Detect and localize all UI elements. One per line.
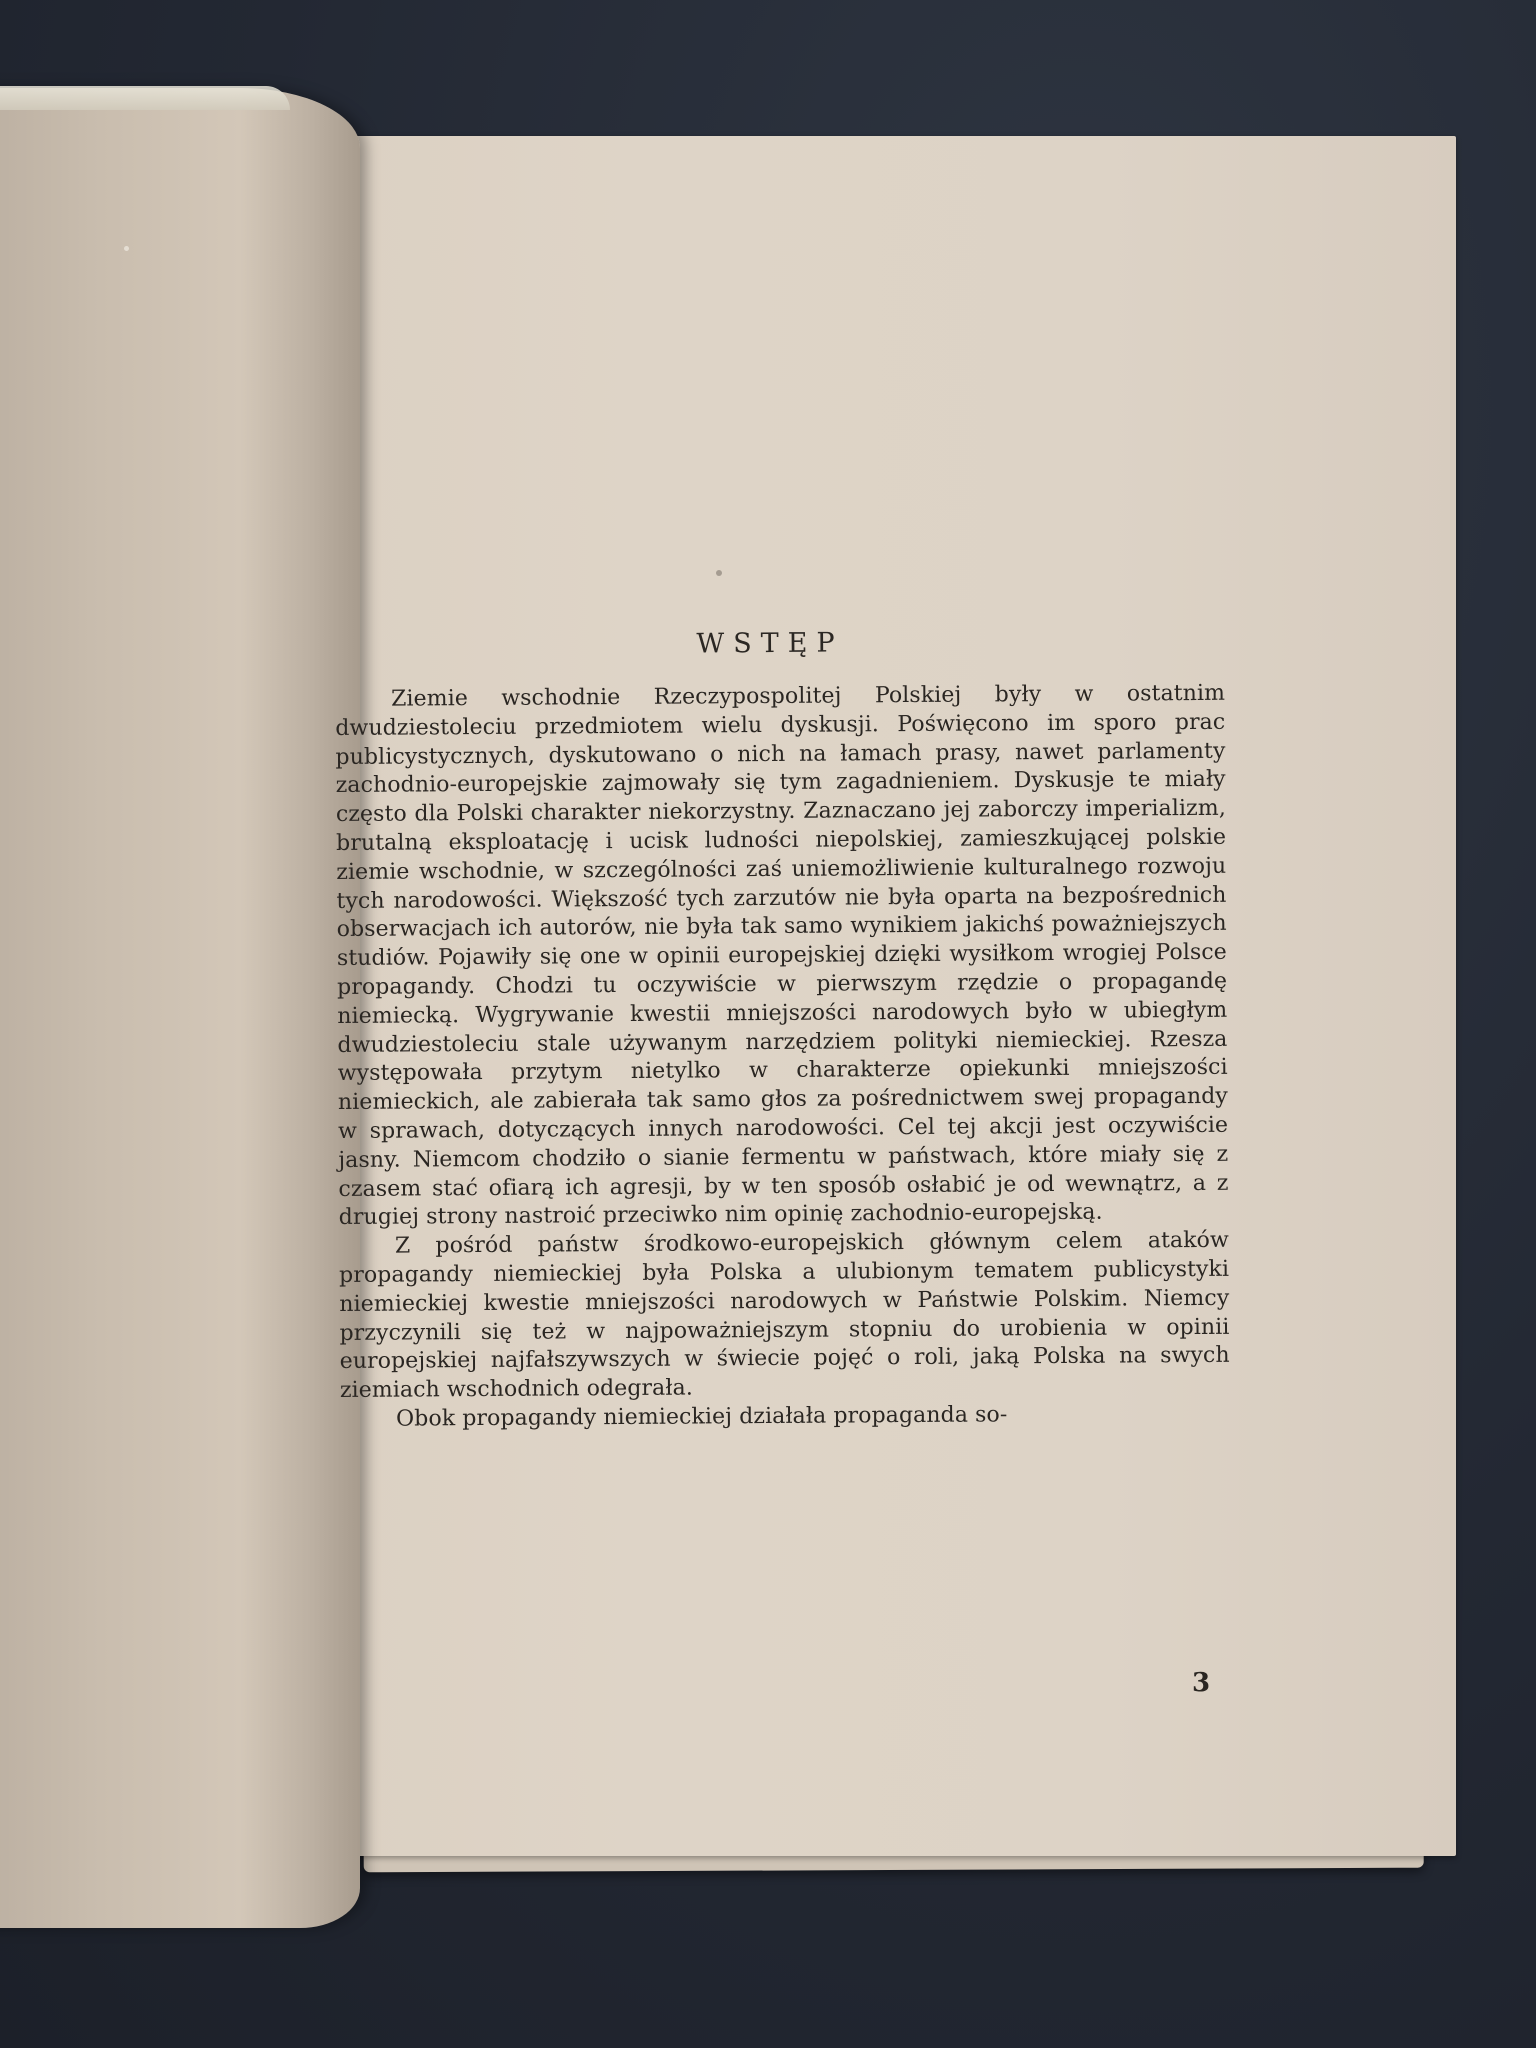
page-number: 3 bbox=[1192, 1668, 1211, 1698]
chapter-heading: WSTĘP bbox=[696, 627, 844, 660]
paper-speck bbox=[124, 246, 129, 251]
left-page-curl bbox=[0, 88, 360, 1928]
left-page-top-edge bbox=[0, 86, 290, 110]
paper-speck bbox=[716, 570, 722, 576]
paragraph: Obok propagandy niemieckiej działała propaganda so- bbox=[396, 1402, 1008, 1432]
paragraph: Z pośród państw środkowo-europejskich głównym celem ataków propagandy niemieckiej była Polska a ulubionym tematem publicystyki niemieckiej kwestie mniejszości narodowych w Państwie Polskim. Niemcy przyczynili się też w najpoważniejszym stopniu do urobienia w opinii europejskiej najfałszywszych w świecie pojęć o roli, jaką Polska na swych ziemiach wschodnich odegrała. bbox=[339, 1227, 1230, 1404]
body-text bbox=[335, 680, 1230, 1435]
paragraph: Ziemie wschodnie Rzeczypospolitej Polskiej były w ostatnim dwudziestoleciu przedmiotem wielu dyskusji. Poświęcono im sporo prac publicystycznych, dyskutowano o nich na łamach prasy, nawet parlamenty zachodnio-europejskie zajmowały się tym zagadnieniem. Dyskusje te miały często dla Polski charakter niekorzystny. Zaznaczano jej zaborczy imperializm, brutalną eksploatację i ucisk ludności niepolskiej, zamieszkującej polskie ziemie wschodnie, w szczególności zaś uniemożliwienie kulturalnego rozwoju tych narodowości. Większość tych zarzutów nie była oparta na bezpośrednich obserwacjach ich autorów, nie była tak samo wynikiem jakichś poważniejszych studiów. Pojawiły się one w opinii europejskiej dzięki wysiłkom wrogiej Polsce propagandy. Chodzi tu oczywiście w pierwszym rzędzie o propagandę niemiecką. Wygrywanie kwestii mniejszości narodowych było w ubiegłym dwudziestoleciu stale używanym narzędziem polityki niemieckiej. Rzesza występowała przytym nietylko w charakterze opiekunki mniejszości niemieckich, ale zabierała tak samo głos za pośrednictwem swej propagandy w sprawach, dotyczących innych narodowości. Cel tej akcji jest oczywiście jasny. Niemcom chodziło o sianie fermentu w państwach, które miały się z czasem stać ofiarą ich agresji, by w ten sposób osłabić je od wewnątrz, a z drugiej strony nastroić przeciwko nim opinię zachodnio-europejską. bbox=[335, 680, 1229, 1231]
